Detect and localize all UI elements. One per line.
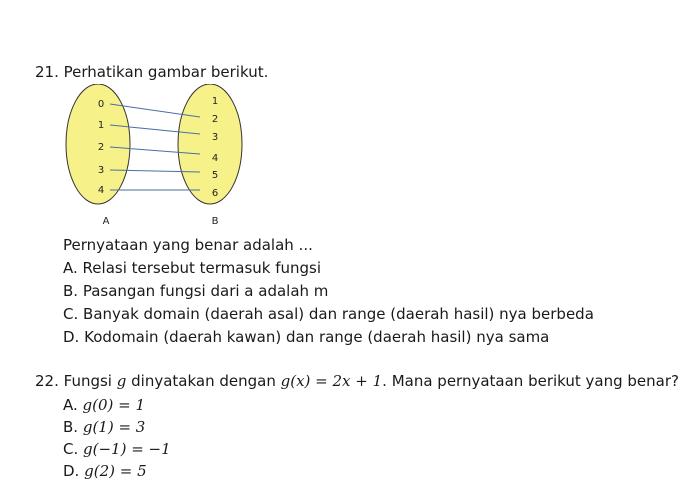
q22-option-b[interactable] — [63, 418, 145, 436]
q22-option-a[interactable] — [63, 396, 145, 414]
option-text: Pasangan fungsi dari a adalah m — [82, 282, 329, 300]
option-text: Kodomain (daerah kawan) dan range (daerah hasil) nya sama — [84, 328, 550, 346]
q21-option-d[interactable] — [63, 328, 549, 346]
option-text: Banyak domain (daerah asal) dan range (daerah hasil) nya berbeda — [83, 305, 594, 323]
option-text: g(2) = 5 — [84, 462, 147, 480]
q21-number: 21. — [35, 63, 59, 81]
q22-option-d[interactable] — [63, 462, 147, 480]
option-text: Relasi tersebut termasuk fungsi — [82, 259, 322, 277]
domain-element: 1 — [97, 120, 105, 131]
option-letter: D. — [63, 462, 80, 480]
option-letter: D. — [63, 328, 80, 346]
q22-func-name: g — [116, 372, 127, 390]
q22-prompt-end: . Mana pernyataan berikut yang benar? — [382, 372, 679, 390]
arrow-diagram — [60, 84, 250, 234]
option-letter: B. — [63, 282, 79, 300]
q22-prompt-start: Fungsi — [63, 372, 112, 390]
codomain-element: 6 — [211, 188, 219, 199]
q22-prompt-mid: dinyatakan dengan — [131, 372, 276, 390]
q22-option-c[interactable] — [63, 440, 171, 458]
option-text: g(1) = 3 — [82, 418, 146, 436]
domain-element: 4 — [97, 185, 105, 196]
q21-header — [35, 63, 268, 81]
codomain-set-label: B — [211, 216, 219, 227]
codomain-element: 4 — [211, 153, 219, 164]
domain-element: 0 — [97, 99, 105, 110]
codomain-element: 5 — [211, 170, 219, 181]
option-text: g(0) = 1 — [82, 396, 146, 414]
codomain-element: 2 — [211, 114, 219, 125]
q22-func-def: g(x) = 2x + 1 — [280, 372, 383, 390]
domain-set-label: A — [102, 216, 110, 227]
option-letter: C. — [63, 440, 79, 458]
option-letter: A. — [63, 259, 78, 277]
option-text: g(−1) = −1 — [83, 440, 171, 458]
q22-number: 22. — [35, 372, 59, 390]
domain-element: 2 — [97, 142, 105, 153]
q22-header — [35, 372, 679, 390]
codomain-element: 3 — [211, 132, 219, 143]
q21-option-c[interactable] — [63, 305, 594, 323]
option-letter: B. — [63, 418, 79, 436]
domain-element: 3 — [97, 165, 105, 176]
q21-option-b[interactable] — [63, 282, 328, 300]
codomain-element: 1 — [211, 96, 219, 107]
codomain-ellipse — [178, 84, 242, 204]
option-letter: A. — [63, 396, 78, 414]
option-letter: C. — [63, 305, 79, 323]
q21-statement: Pernyataan yang benar adalah ... — [63, 236, 313, 254]
q21-prompt: Perhatikan gambar berikut. — [63, 63, 269, 81]
q21-option-a[interactable] — [63, 259, 321, 277]
